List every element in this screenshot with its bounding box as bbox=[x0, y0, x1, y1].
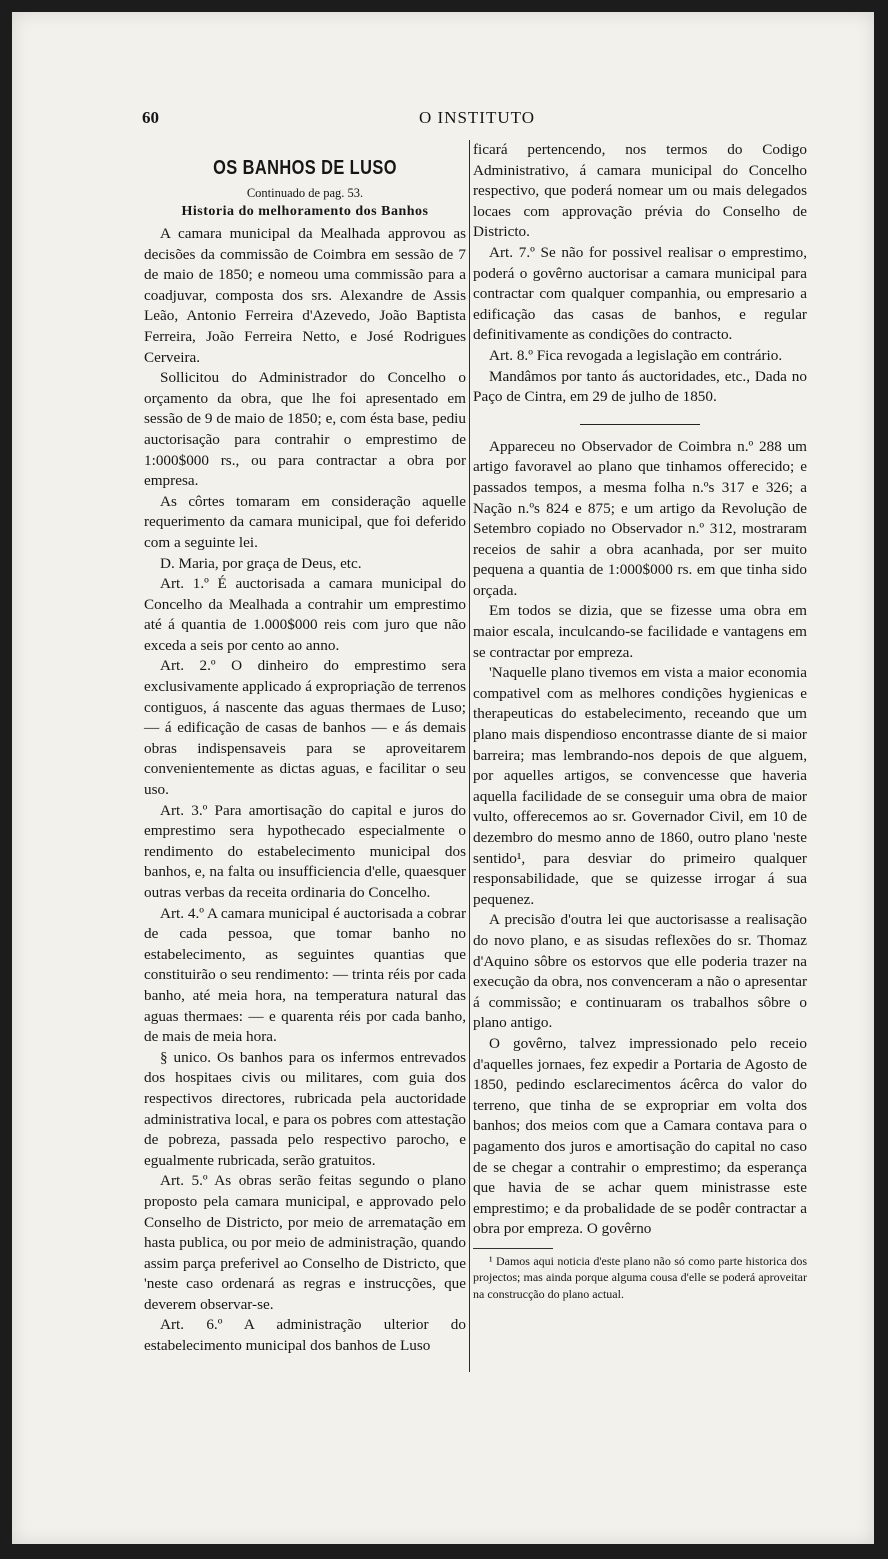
paragraph: A precisão d'outra lei que auctorisasse a realisação do novo plano, e as sisudas reflexões do sr. Thomaz d'Aquino sôbre os estorvos que elle poderia trazer na execução da obra, nos convenceram a não o apresentar á commissão; e continuaram os trabalhos sôbre o plano antigo. bbox=[473, 911, 807, 1032]
paragraph: ficará pertencendo, nos termos do Codigo Administrativo, á camara municipal do Concelho respectivo, que poderá nomear um ou mais delegados locaes com approvação prévia do Conselho de Districto. bbox=[473, 141, 807, 241]
newspaper-page bbox=[12, 12, 874, 1544]
section-rule bbox=[580, 424, 700, 425]
right-column bbox=[473, 140, 807, 1302]
footnote: ¹ Damos aqui noticia d'este plano não só como parte historica dos projectos; mas ainda porque alguma cousa d'elle se poderá aproveitar na construcção do plano actual. bbox=[473, 1253, 807, 1301]
page-number: 60 bbox=[142, 108, 159, 127]
law-article: Art. 4.º A camara municipal é auctorisada a cobrar de cada pessoa, que tomar banho no estabelecimento, as seguintes quantias que constituirão o seu rendimento: — trinta réis por cada banho, até meia hora, na temperatura natural das aguas thermaes: — e quarenta réis por cada banho, de mais de meia hora. bbox=[144, 904, 466, 1046]
law-article: Art. 8.º Fica revogada a legislação em contrário. bbox=[489, 346, 783, 364]
left-column bbox=[144, 140, 466, 1357]
paragraph: Sollicitou do Administrador do Concelho o orçamento da obra, que lhe foi apresentado em sessão de 9 de maio de 1850; e, com ésta base, pediu auctorisação para contrahir o emprestimo de 1:000$000 rs., ou para contractar a obra por empresa. bbox=[144, 369, 466, 490]
paragraph: Appareceu no Observador de Coimbra n.º 288 um artigo favoravel ao plano que tinhamos offerecido; e passados tempos, a mesma folha n.ºs 317 e 326; a Nação n.ºs 824 e 875; e um artigo da Revolução de Setembro copiado no Observador n.º 312, mostraram receios de sahir a obra acanhada, por ser muito pequena a quantia de 1:000$000 rs. em que tinha sido orçada. bbox=[473, 437, 807, 599]
continued-note: Continuado de pag. 53. bbox=[246, 186, 364, 200]
law-article: Art. 6.º A administração ulterior do estabelecimento municipal dos banhos de Luso bbox=[144, 1316, 466, 1355]
paragraph: Em todos se dizia, que se fizesse uma obra em maior escala, inculcando-se facilidade e vantagens em se contractar por empreza. bbox=[473, 602, 807, 661]
law-article: Art. 7.º Se não for possivel realisar o emprestimo, poderá o govêrno auctorisar a camara municipal para contractar com qualquer companhia, ou empresario a edificação das casas de banhos, e regular definitivamente as condições do contracto. bbox=[473, 243, 807, 344]
article-subtitle: Historia do melhoramento dos Banhos bbox=[181, 204, 429, 219]
running-title: O INSTITUTO bbox=[419, 108, 535, 127]
paragraph: As côrtes tomaram em consideração aquelle requerimento da camara municipal, que foi deferido com a seguinte lei. bbox=[144, 492, 466, 551]
paragraph: D. Maria, por graça de Deus, etc. bbox=[160, 554, 362, 572]
law-article: Art. 2.º O dinheiro do emprestimo sera exclusivamente applicado á expropriação de terrenos contiguos, á nascente das aguas thermaes de Luso; — á edificação de casas de banhos — e ás demais obras indispensaveis para se aproveitarem convenientemente as dictas aguas, e facilitar o seu uso. bbox=[144, 657, 466, 799]
column-divider bbox=[469, 140, 470, 1372]
paragraph: O govêrno, talvez impressionado pelo receio d'aquelles jornaes, fez expedir a Portaria de Agosto de 1850, pedindo esclarecimentos ácêrca do valor do terreno, que tinha de se expropriar em volta dos banhos; dos meios com que a Camara contava para o pagamento dos juros e amortisação do capital no caso de se chegar a contrahir o emprestimo; da esperança que havia de se achar quem ministrasse este emprestimo; e da probalidade de se podêr contractar a obra por empreza. O govêrno bbox=[473, 1034, 807, 1238]
paragraph: Mandâmos por tanto ás auctoridades, etc., Dada no Paço de Cintra, em 29 de julho de 1850. bbox=[473, 367, 807, 406]
law-article: Art. 1.º É auctorisada a camara municipal do Concelho da Mealhada a contrahir um emprestimo até á quantia de 1.000$000 reis com juro que não exceda a seis por cento ao anno. bbox=[144, 575, 466, 654]
law-article: Art. 3.º Para amortisação do capital e juros do emprestimo sera hypothecado especialmente o rendimento do estabelecimento municipal dos banhos, e, na falta ou insufficiencia d'elle, quaesquer outras verbas da receita ordinaria do Concelho. bbox=[144, 801, 466, 901]
law-paragraph-unico: § unico. Os banhos para os infermos entrevados dos hospitaes civis ou militares, com guia dos respectivos directores, rubricada pela auctoridade administrativa local, e para os pobres com attestação de pobreza, passada pelo respectivo parocho, e egualmente rubricada, serão gratuitos. bbox=[144, 1048, 466, 1169]
footnote-rule bbox=[473, 1248, 553, 1249]
law-article: Art. 5.º As obras serão feitas segundo o plano proposto pela camara municipal, e approvado pelo Conselho de Districto, por meio de arrematação em hasta publica, ou por meio de administração, quando assim parça preferivel ao Conselho de Districto, que 'neste caso ordenará as regras e instrucções, que deverem observar-se. bbox=[144, 1172, 466, 1313]
paragraph: A camara municipal da Mealhada approvou as decisões da commissão de Coimbra em sessão de 7 de maio de 1850; e nomeou uma commissão para a coadjuvar, composta dos srs. Alexandre de Assis Leão, Antonio Ferreira d'Azevedo, João Baptista Ferreira, João Ferreira Netto, e José Rodrigues Cerveira. bbox=[144, 225, 466, 366]
paragraph: 'Naquelle plano tivemos em vista a maior economia compativel com as melhores condições hygienicas e therapeuticas do estabelecimento, receando que um plano mais dispendioso encontrasse diante de si maior barreira; mas lembrando-nos depois de que alguem, por aquelles artigos, se convencesse que haveria aquella facilidade de se conseguir uma obra de maior vulto, offerecemos ao sr. Governador Civil, em 10 de dezembro do mesmo anno de 1860, outro plano 'neste sentido¹, para desviar do primeiro qualquer responsabilidade, que se quizesse irrogar á sua pequenez. bbox=[473, 664, 807, 908]
running-head bbox=[142, 108, 812, 132]
article-title: OS BANHOS DE LUSO bbox=[213, 157, 397, 179]
